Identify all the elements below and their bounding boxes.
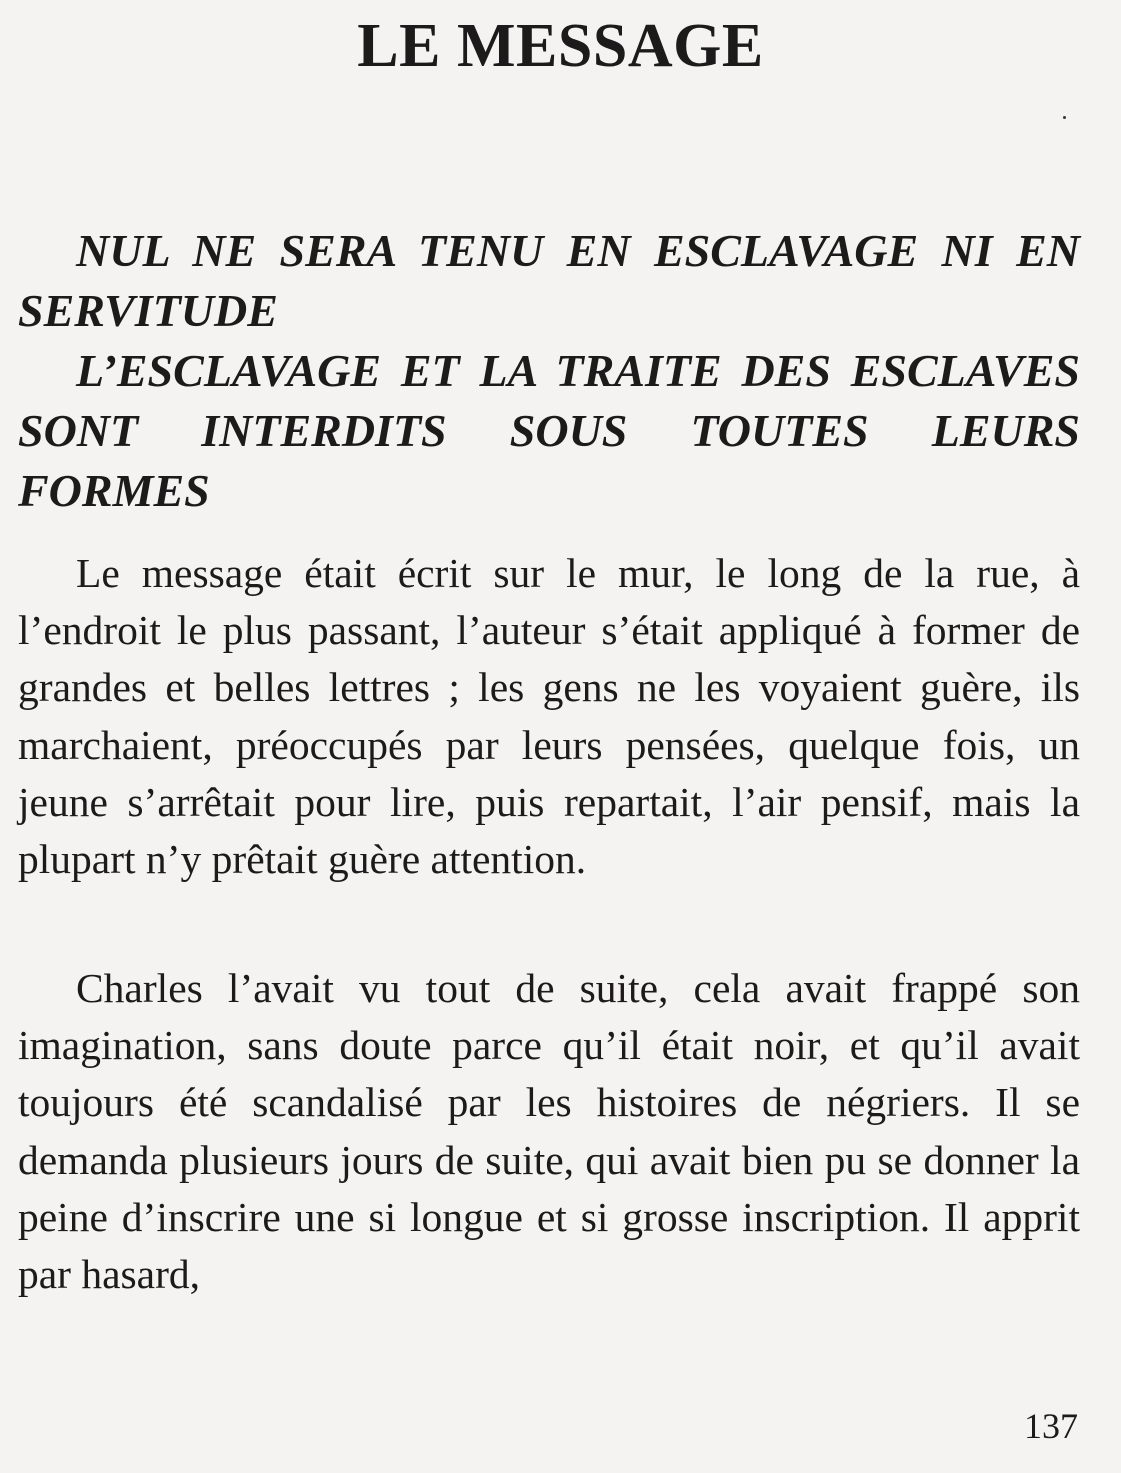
body-paragraph-1: Le message était écrit sur le mur, le long de la rue, à l’endroit le plus passant, l’auteur s’était appliqué à former de grandes et belles lettres ; les gens ne les voyaient guère, ils marchaient, préoccupés par leurs pensées, quelque fois, un jeune s’arrêtait pour lire, puis repartait, l’air pensif, mais la plupart n’y prêtait guère attention. [18,550,1080,883]
page-number: 137 [1024,1406,1078,1446]
epigraph-line-2: L’ESCLAVAGE ET LA TRAITE DES ESCLAVES SONT INTERDITS SOUS TOUTES LEURS FORMES [18,345,1080,516]
epigraph-line-1: NUL NE SERA TENU EN ESCLAVAGE NI EN SERVITUDE [18,225,1080,336]
paper-speck [1063,116,1066,119]
chapter-title: LE MESSAGE [357,12,764,80]
body-paragraph-2: Charles l’avait vu tout de suite, cela avait frappé son imagination, sans doute parce qu’il était noir, et qu’il avait toujours été scandalisé par les histoires de négriers. Il se demanda plusieurs jours de suite, qui avait bien pu se donner la peine d’inscrire une si longue et si grosse inscription. Il apprit par hasard, [18,965,1080,1298]
